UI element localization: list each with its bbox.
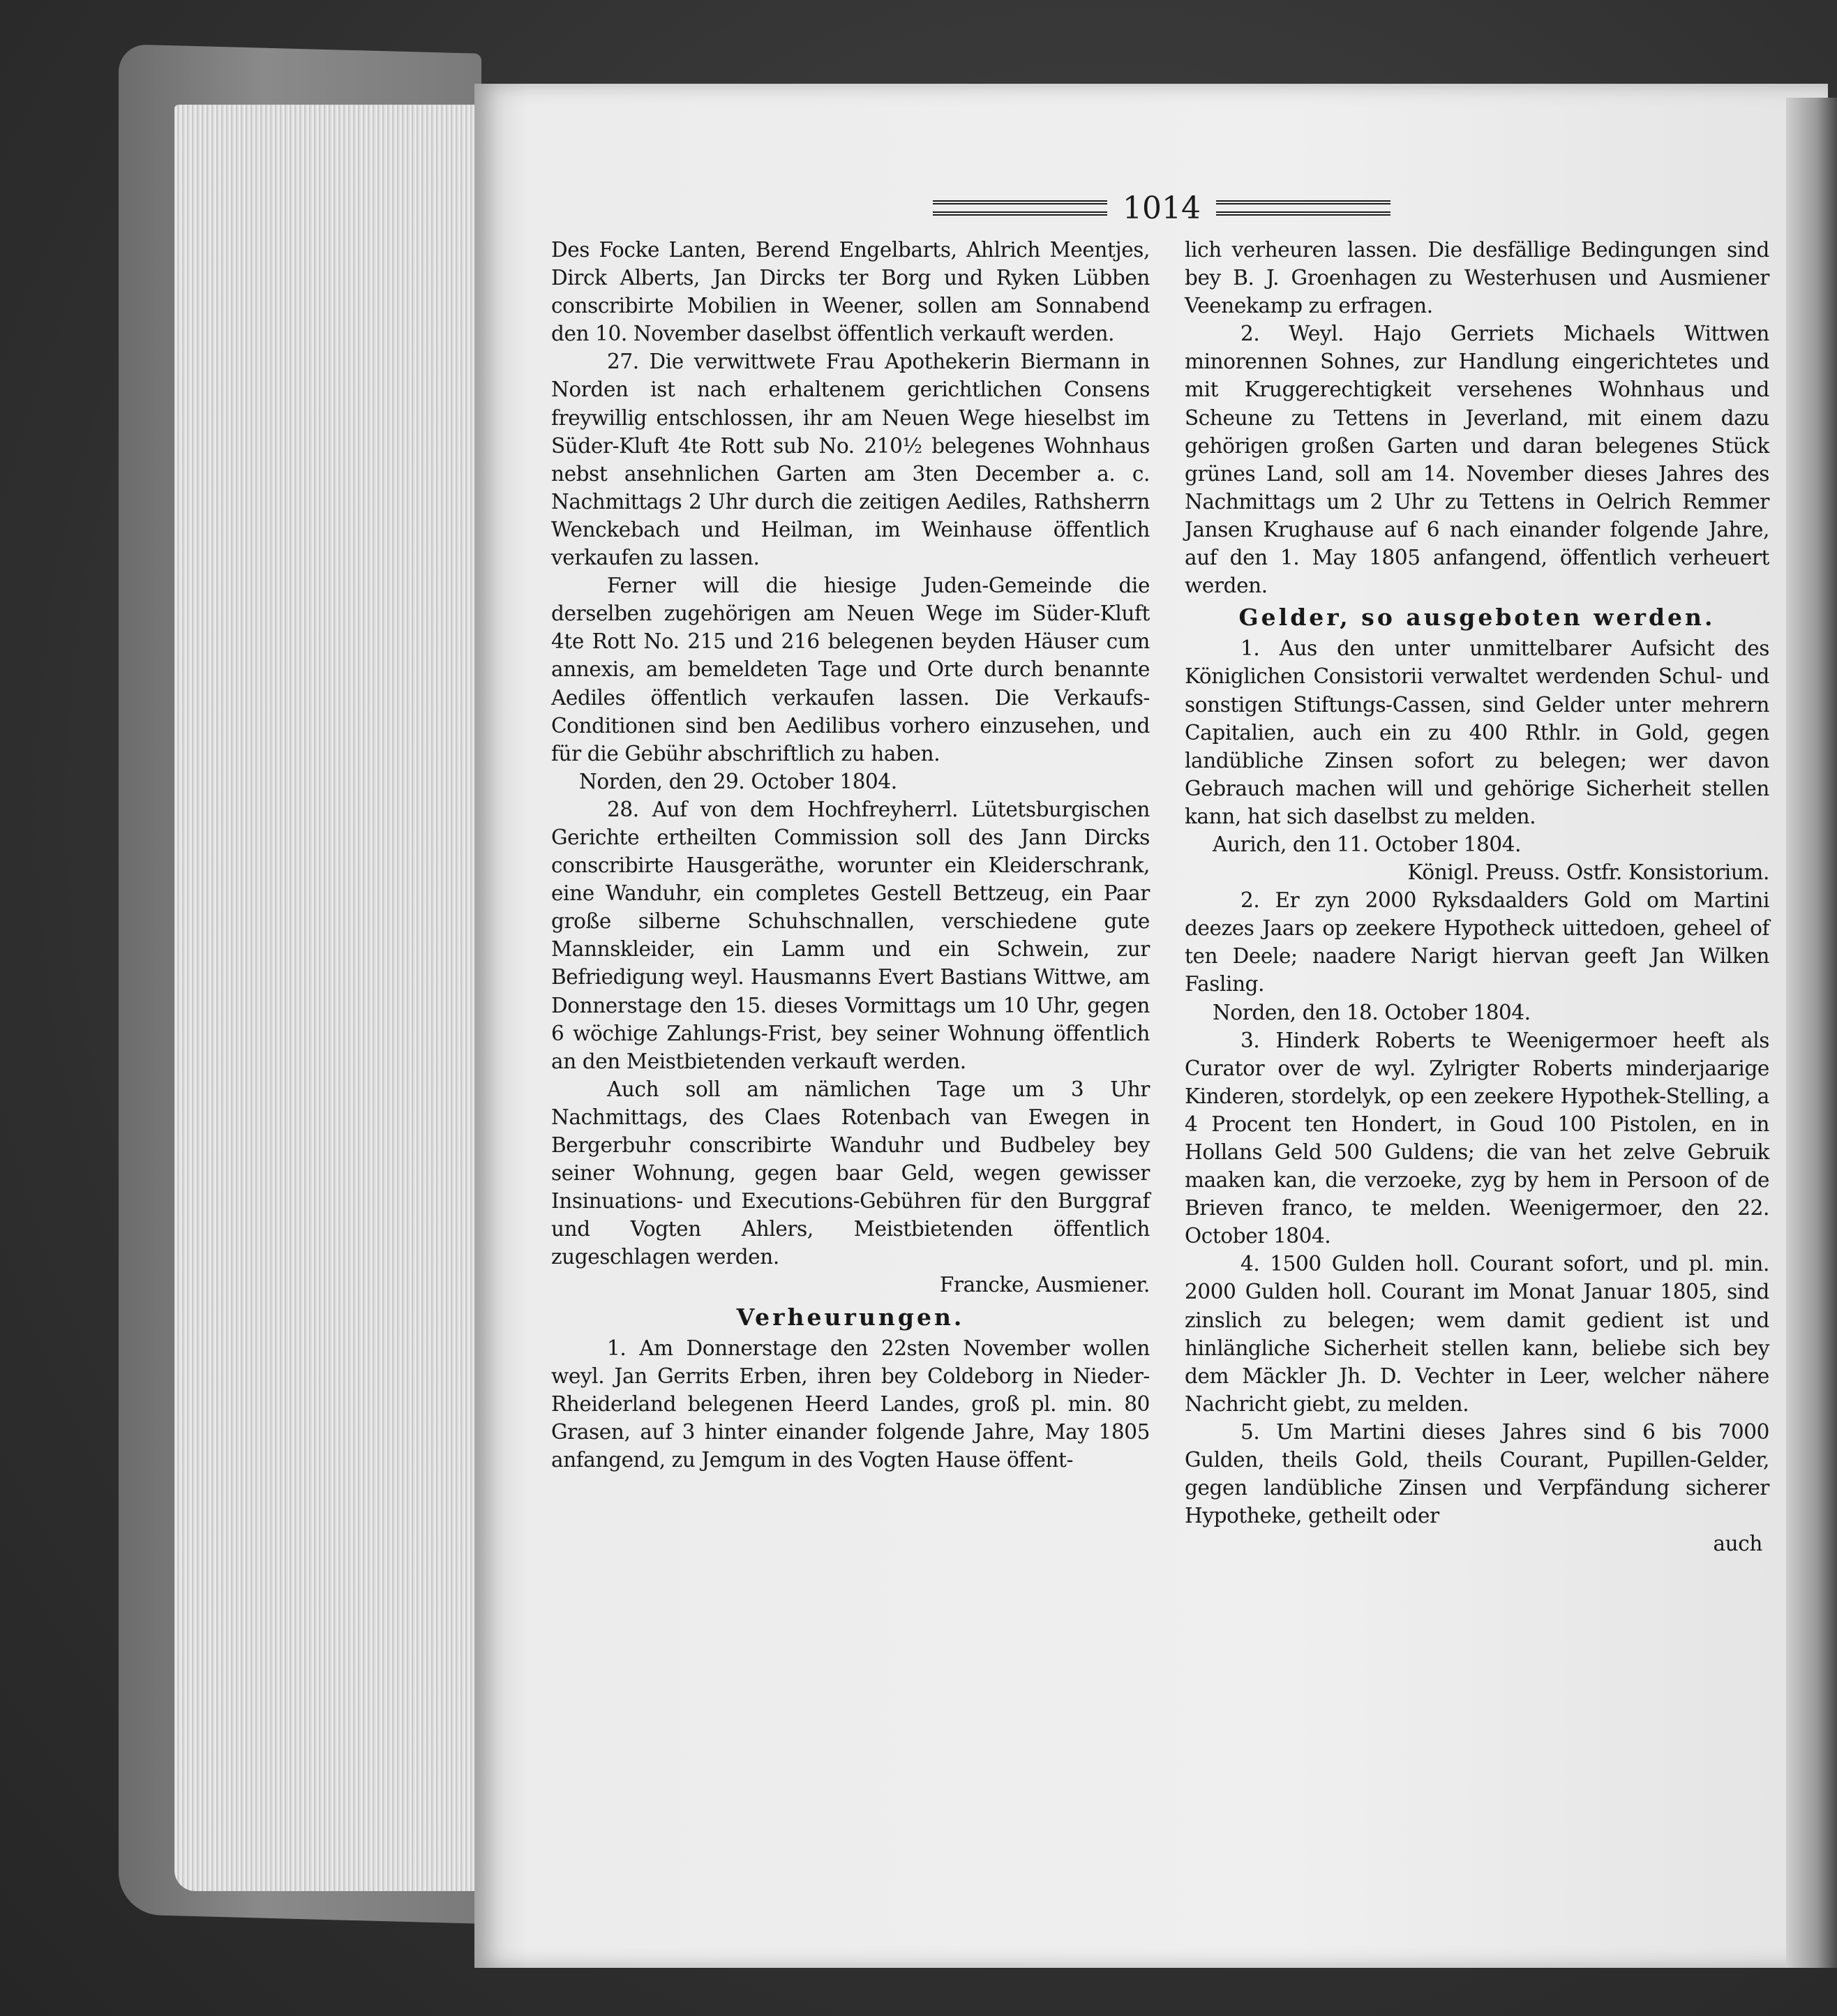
notice-paragraph: 3. Hinderk Roberts te Weenigermoer heeft als Curator over de wyl. Zylrigter Roberts minderjaarige Kinderen, stordelyk, op een zeekere Hypothek-Stelling, a 4 Procent ten Hondert, in Goud 100 Pistolen, en in Hollans Geld 500 Guldens; die van het zelve Gebruik maaken kan, die verzoeke, zyg by hem in Persoon of de Brieven franco, te melden. Weenigermoer, den 22. October 1804. bbox=[1185, 1028, 1769, 1248]
date-line: Norden, den 29. October 1804. bbox=[579, 769, 897, 793]
notice-paragraph: 28. Auf von dem Hochfreyherrl. Lütetsburgischen Gerichte ertheilten Commission soll des Jann Dircks conscribirte Hausgeräthe, worunter ein Kleiderschrank, eine Wanduhr, ein completes Gestell Bettzeug, ein Paar große silberne Schuhschnallen, verschiedene gute Mannskleider, ein Lamm und ein Schwein, zur Befriedigung weyl. Hausmanns Evert Bastians Wittwe, am Donnerstage den 15. dieses Vormittags um 10 Uhr, gegen 6 wöchige Zahlungs-Frist, bey seiner Wohnung öffentlich an den Meistbietenden verkauft werden. bbox=[551, 797, 1150, 1073]
header-rule-left bbox=[933, 200, 1107, 216]
facing-page-edge bbox=[1786, 98, 1837, 1968]
notice-paragraph: 1. Aus den unter unmittelbarer Aufsicht des Königlichen Consistorii verwaltet werdenden Schul- und sonstigen Stiftungs-Cassen, sind Gelder unter mehrern Capitalien, auch ein zu 400 Rthlr. in Gold, gegen landübliche Zinsen sofort zu belegen; wer davon Gebrauch machen will und gehörige Sicherheit stellen kann, hat sich daselbst zu melden. bbox=[1185, 636, 1769, 828]
date-line: Aurich, den 11. October 1804. bbox=[1213, 832, 1522, 856]
right-column bbox=[1185, 236, 1769, 1558]
notice-paragraph: 27. Die verwittwete Frau Apothekerin Biermann in Norden ist nach erhaltenem gerichtlichen Consens freywillig entschlossen, ihr am Neuen Wege hieselbst im Süder-Kluft 4te Rott sub No. 210½ belegenes Wohnhaus nebst ansehnlichen Garten am 3ten December a. c. Nachmittags 2 Uhr durch die zeitigen Aediles, Rathsherrn Wenckebach und Heilman, im Weinhause öffentlich verkaufen zu lassen. bbox=[551, 350, 1150, 570]
signature-line: Francke, Ausmiener. bbox=[939, 1273, 1150, 1297]
page-edges bbox=[174, 105, 481, 1891]
catchword: auch bbox=[1713, 1532, 1762, 1556]
continued-text: lich verheuren lassen. Die desfällige Bedingungen sind bey B. J. Groenhagen zu Westerhusen und Ausmiener Veenekamp zu erfragen. bbox=[1185, 238, 1769, 318]
date-line: Norden, den 18. October 1804. bbox=[1213, 1000, 1531, 1024]
section-heading: Verheurungen. bbox=[736, 1303, 965, 1331]
signature-line: Königl. Preuss. Ostfr. Konsistorium. bbox=[1407, 860, 1769, 885]
page-header bbox=[928, 187, 1395, 229]
notice-paragraph: Auch soll am nämlichen Tage um 3 Uhr Nachmittags, des Claes Rotenbach van Ewegen in Bergerbuhr conscribirte Wanduhr und Budbeley bey seiner Wohnung, gegen baar Geld, wegen gewisser Insinuations- und Executions-Gebühren für den Burggraf und Vogten Ahlers, Meistbietenden öffentlich zugeschlagen werden. bbox=[551, 1077, 1150, 1269]
page-number: 1014 bbox=[1123, 190, 1201, 226]
notice-paragraph: 4. 1500 Gulden holl. Courant sofort, und pl. min. 2000 Gulden holl. Courant im Monat Januar 1805, sind zinslich zu belegen; wem damit gedient ist und hinlängliche Sicherheit stellen kann, beliebe sich bey dem Mäckler Jh. D. Vechter in Leer, welcher nähere Nachricht giebt, zu melden. bbox=[1185, 1252, 1769, 1416]
notice-paragraph: 2. Weyl. Hajo Gerriets Michaels Wittwen minorennen Sohnes, zur Handlung eingerichtetes und mit Kruggerechtigkeit versehenes Wohnhaus und Scheune zu Tettens in Jeverland, mit einem dazu gehörigen großen Garten und daran belegenes Stück grünes Land, soll am 14. November dieses Jahres des Nachmittags um 2 Uhr zu Tettens in Oelrich Remmer Jansen Krughause auf 6 nach einander folgende Jahre, auf den 1. May 1805 anfangend, öffentlich verheuert werden. bbox=[1185, 322, 1769, 598]
notice-paragraph: Ferner will die hiesige Juden-Gemeinde die derselben zugehörigen am Neuen Wege im Süder-Kluft 4te Rott No. 215 und 216 belegenen beyden Häuser cum annexis, am bemeldeten Tage und Orte durch benannte Aediles öffentlich verkaufen lassen. Die Verkaufs-Conditionen sind ben Aedilibus vorhero einzusehen, und für die Gebühr abschriftlich zu haben. bbox=[551, 574, 1150, 766]
header-rule-right bbox=[1216, 200, 1390, 216]
continued-text: Des Focke Lanten, Berend Engelbarts, Ahlrich Meentjes, Dirck Alberts, Jan Dircks ter Borg und Ryken Lübben conscribirte Mobilien in Weener, sollen am Sonnabend den 10. November daselbst öffentlich verkauft werden. bbox=[551, 238, 1150, 346]
notice-paragraph: 5. Um Martini dieses Jahres sind 6 bis 7000 Gulden, theils Gold, theils Courant, Pupillen-Gelder, gegen landübliche Zinsen und Verpfändung sicherer Hypotheke, getheilt oder bbox=[1185, 1419, 1769, 1528]
notice-paragraph: 1. Am Donnerstage den 22sten November wollen weyl. Jan Gerrits Erben, ihren bey Coldeborg in Nieder-Rheiderland belegenen Heerd Landes, groß pl. min. 80 Grasen, auf 3 hinter einander folgende Jahre, May 1805 anfangend, zu Jemgum in des Vogten Hause öffent- bbox=[551, 1336, 1150, 1472]
notice-paragraph: 2. Er zyn 2000 Ryksdaalders Gold om Martini deezes Jaars op zeekere Hypotheck uittedoen, geheel of ten Deele; naadere Narigt hiervan geeft Jan Wilken Fasling. bbox=[1185, 888, 1769, 996]
left-column bbox=[551, 236, 1150, 1474]
section-heading: Gelder, so ausgeboten werden. bbox=[1238, 604, 1716, 632]
